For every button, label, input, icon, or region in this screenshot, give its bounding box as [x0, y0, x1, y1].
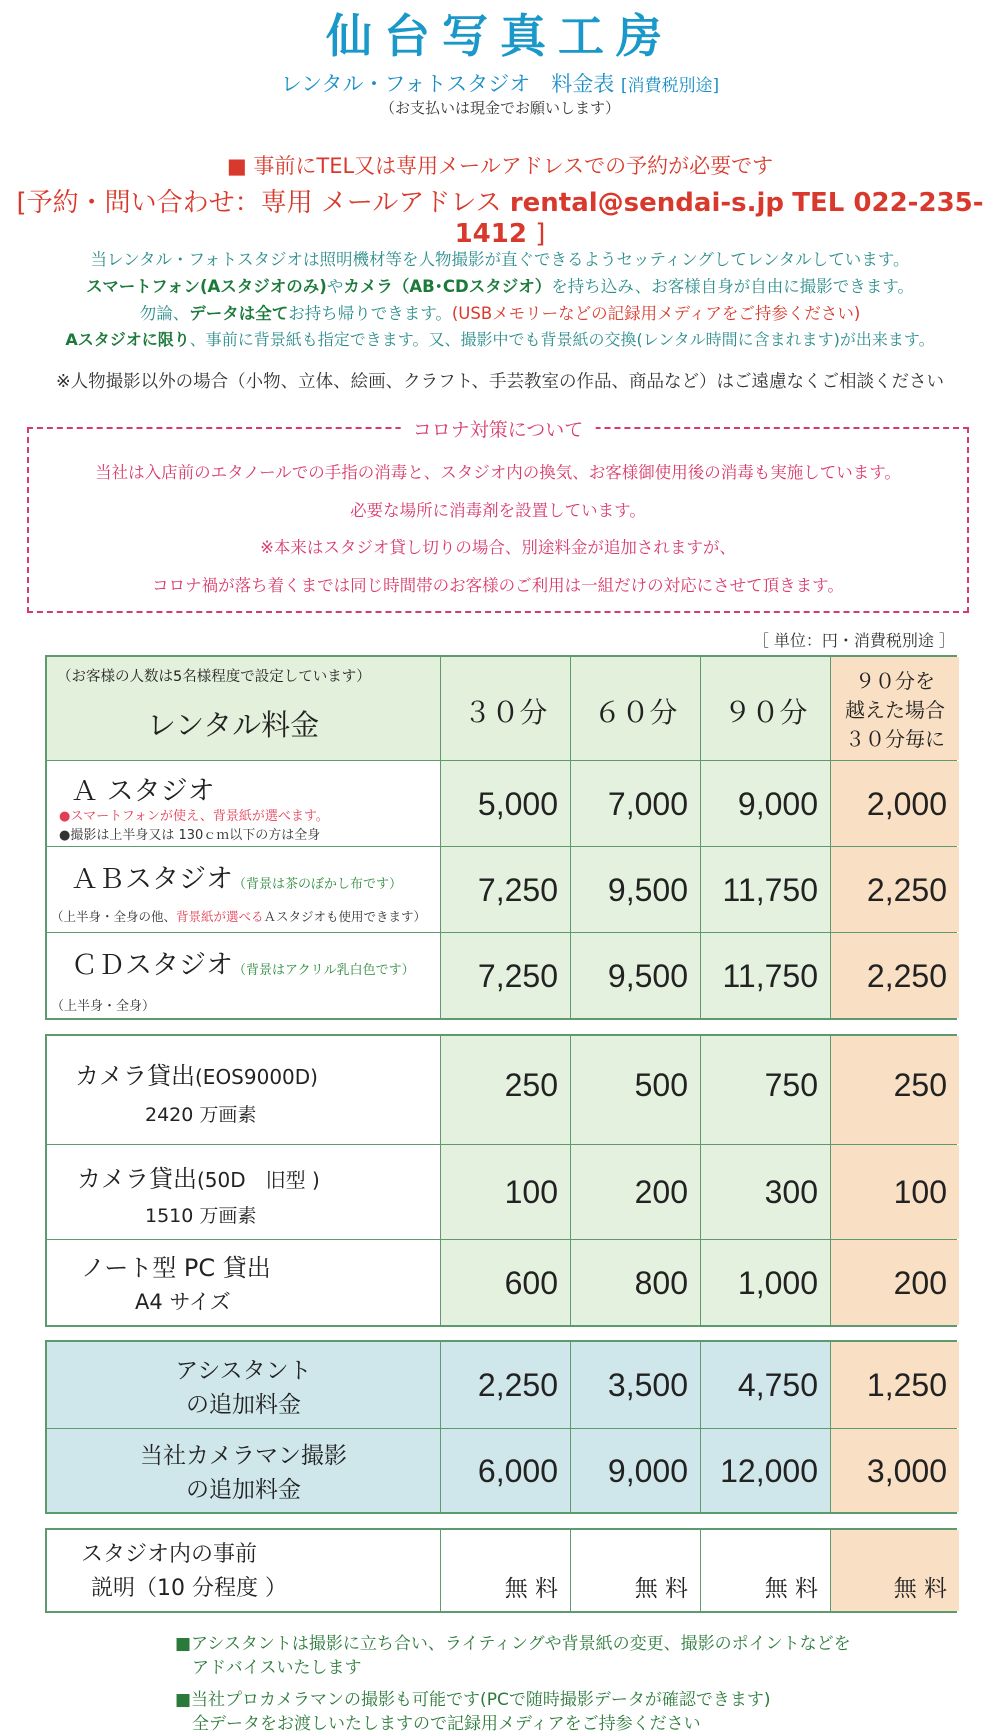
equip-2-spec: (50D 旧型 )	[197, 1168, 320, 1192]
extra-1-l2: の追加料金	[186, 1392, 301, 1418]
price-cell: 2,000	[830, 761, 959, 846]
row-label-cell	[47, 1342, 440, 1428]
price-cell: 100	[440, 1145, 570, 1239]
reservation-notice: ■ 事前にTEL又は専用メールアドレスでの予約が必要です	[226, 154, 774, 178]
header-col-90	[700, 657, 830, 760]
contact-suffix: ]	[535, 219, 546, 249]
desc-smartphone: スマートフォン(Aスタジオのみ)	[86, 277, 327, 296]
row-label-cell	[47, 761, 440, 846]
free-label: 無 料	[893, 1576, 947, 1602]
rental-table	[45, 655, 957, 1020]
row-label-cell	[47, 1240, 440, 1325]
price-cell: 3,000	[830, 1429, 959, 1512]
extra-2-l2: の追加料金	[186, 1477, 301, 1503]
price-cell: 9,500	[570, 933, 700, 1018]
contact-tel[interactable]: TEL 022-235-1412	[454, 188, 984, 249]
table-header-row	[47, 657, 955, 760]
table-row	[47, 932, 955, 1018]
price-cell: 600	[440, 1240, 570, 1325]
price-cell: 6,000	[440, 1429, 570, 1512]
footnote-1-l2: アドバイスいたします	[192, 1658, 362, 1678]
price-cell: 500	[570, 1036, 700, 1144]
explain-label	[81, 1538, 287, 1606]
header-col-60	[570, 657, 700, 760]
contact-email[interactable]: rental@sendai-s.jp	[509, 188, 785, 218]
subtitle-tax: [消費税別途]	[620, 76, 720, 96]
price-cell: 750	[700, 1036, 830, 1144]
desc-data-all: データは全て	[189, 304, 289, 323]
desc-camera: カメラ（AB･CDスタジオ）	[343, 277, 552, 296]
desc-line-3	[0, 300, 1000, 324]
footnote-1-l1: ■アシスタントは撮影に立ち合い、ライティングや背景紙の変更、撮影のポイントなどを	[175, 1634, 851, 1654]
desc-a-only: Aスタジオに限り	[65, 330, 190, 349]
price-cell	[440, 1530, 570, 1611]
extra-1-l1: アシスタント	[175, 1358, 312, 1384]
explain-table	[45, 1528, 957, 1613]
desc-text: や	[326, 277, 344, 296]
price-cell: 12,000	[700, 1429, 830, 1512]
desc-text: を持ち込み、お客様自身が自由に撮影できます。	[551, 277, 914, 296]
studio-ab-note-a: （上半身・全身の他、	[51, 909, 177, 924]
extra-2-l1: 当社カメラマン撮影	[140, 1443, 347, 1469]
free-label: 無 料	[634, 1576, 688, 1602]
table-row	[47, 1530, 955, 1611]
studio-cd-name: ＣＤスタジオ	[71, 950, 233, 981]
studio-ab-tag: （背景は茶のぼかし布です）	[233, 877, 403, 892]
covid-line-4: コロナ禍が落ち着くまでは同じ時間帯のお客様のご利用は一組だけの対応にさせて頂きます。	[152, 576, 844, 595]
price-cell: 3,500	[570, 1342, 700, 1428]
desc-line-4	[0, 327, 1000, 350]
covid-box	[27, 419, 969, 613]
extra-2-label	[47, 1439, 440, 1507]
price-cell	[570, 1530, 700, 1611]
covid-line-2: 必要な場所に消毒剤を設置しています。	[350, 501, 646, 520]
payment-note: （お支払いは現金でお願いします）	[379, 99, 620, 117]
price-cell: 9,000	[570, 1429, 700, 1512]
price-cell: 200	[830, 1240, 959, 1325]
free-label: 無 料	[504, 1576, 558, 1602]
price-cell: 7,250	[440, 847, 570, 932]
footnote-1	[175, 1632, 851, 1680]
desc-other-note: ※人物撮影以外の場合（小物、立体、絵画、クラフト、手芸教室の作品、商品など）はご遠慮なくご相談ください	[55, 372, 945, 392]
price-cell: 9,500	[570, 847, 700, 932]
desc-text: 、事前に背景紙も指定できます。又、撮影中でも背景紙の交換(レンタル時間に含まれます)が出来ます。	[189, 330, 935, 349]
free-label: 無 料	[764, 1576, 818, 1602]
row-label-cell	[47, 1036, 440, 1144]
equip-2-name: カメラ貸出	[77, 1165, 197, 1193]
desc-text: 勿論、	[139, 304, 190, 323]
row-label-cell	[47, 847, 440, 932]
studio-cd-note: （上半身・全身）	[51, 999, 156, 1014]
row-label-cell	[47, 1429, 440, 1512]
desc-line-1: 当レンタル・フォトスタジオは照明機材等を人物撮影が直ぐできるようセッティングしてレンタルしています。	[90, 250, 910, 269]
footnote-2-l1: ■当社プロカメラマンの撮影も可能です(PCで随時撮影データが確認できます)	[175, 1690, 771, 1710]
contact-prefix: [予約・問い合わせ：専用 メールアドレス	[16, 188, 502, 218]
studio-a-name: Ａ スタジオ	[71, 776, 215, 807]
equip-1-name-wrap	[75, 1056, 318, 1091]
desc-text: お持ち帰りできます。	[288, 304, 452, 323]
price-cell	[700, 1530, 830, 1611]
table-row	[47, 1036, 955, 1144]
price-cell: 11,750	[700, 847, 830, 932]
studio-cd-tag: （背景はアクリル乳白色です）	[233, 963, 415, 978]
price-cell: 200	[570, 1145, 700, 1239]
price-cell: 2,250	[440, 1342, 570, 1428]
row-label-cell	[47, 933, 440, 1018]
studio-ab-name: ＡＢスタジオ	[71, 864, 233, 895]
page-subtitle	[0, 68, 1000, 98]
equip-2-name-wrap	[77, 1159, 320, 1194]
price-cell: 1,000	[700, 1240, 830, 1325]
desc-line-5	[0, 368, 1000, 393]
studio-a-note-1: ●スマートフォンが使え、背景紙が選べます。	[59, 809, 329, 824]
row-label-cell	[47, 1530, 440, 1611]
studio-a-note-2: ●撮影は上半身又は 130ｃｍ以下の方は全身	[59, 828, 321, 843]
header-note: （お客様の人数は5名様程度で設定しています）	[57, 669, 371, 685]
desc-line-2	[0, 273, 1000, 297]
unit-note: ［ 単位：円・消費税別途 ］	[752, 631, 955, 650]
explain-l2: 説明（10 分程度 ）	[91, 1576, 287, 1601]
price-cell: 11,750	[700, 933, 830, 1018]
studio-ab-note-c: Ａスタジオも使用できます）	[263, 909, 427, 924]
covid-title: コロナ対策について	[401, 415, 596, 442]
price-cell: 4,750	[700, 1342, 830, 1428]
price-cell: 300	[700, 1145, 830, 1239]
covid-line-3: ※本来はスタジオ貸し切りの場合、別途料金が追加されますが、	[260, 538, 736, 557]
header-col-extra	[830, 657, 959, 760]
header-extra-l1: ９０分を	[855, 669, 935, 693]
table-row	[47, 1144, 955, 1239]
price-cell: 1,250	[830, 1342, 959, 1428]
row-label-cell	[47, 1145, 440, 1239]
price-cell: 2,250	[830, 847, 959, 932]
table-row	[47, 1428, 955, 1512]
footnote-2	[175, 1688, 770, 1736]
table-row	[47, 1342, 955, 1428]
covid-line-1: 当社は入店前のエタノールでの手指の消毒と、スタジオ内の換気、お客様御使用後の消毒も実施しています。	[95, 463, 901, 482]
equip-1-spec: (EOS9000D)	[195, 1065, 318, 1089]
equip-1-sub: 2420 万画素	[145, 1104, 257, 1126]
explain-l1: スタジオ内の事前	[81, 1542, 258, 1567]
price-cell	[830, 1530, 959, 1611]
header-col-30-label: ３０分	[463, 696, 548, 729]
price-cell: 250	[830, 1036, 959, 1144]
header-col-90-label: ９０分	[723, 696, 808, 729]
equip-2-sub: 1510 万画素	[145, 1205, 257, 1227]
studio-ab-note-b: 背景紙が選べる	[176, 909, 264, 924]
studio-ab-note	[51, 907, 426, 925]
table-row	[47, 1239, 955, 1325]
table-row	[47, 760, 955, 846]
header-extra-l2: 越えた場合	[845, 698, 945, 722]
price-cell: 9,000	[700, 761, 830, 846]
price-cell: 7,000	[570, 761, 700, 846]
header-col-extra-label	[831, 667, 959, 754]
page-title: 仙台写真工房	[326, 9, 674, 63]
header-col-30	[440, 657, 570, 760]
studio-cd-name-wrap	[71, 943, 415, 982]
subtitle-main: レンタル・フォトスタジオ 料金表	[280, 72, 615, 96]
extra-1-label	[47, 1354, 440, 1422]
price-cell: 100	[830, 1145, 959, 1239]
price-cell: 2,250	[830, 933, 959, 1018]
header-label-cell	[47, 657, 440, 760]
price-cell: 800	[570, 1240, 700, 1325]
equip-3-sub: A4 サイズ	[135, 1290, 231, 1314]
price-cell: 7,250	[440, 933, 570, 1018]
header-label: レンタル料金	[147, 708, 320, 742]
equip-3-name: ノート型 PC 貸出	[81, 1254, 271, 1282]
table-row	[47, 846, 955, 932]
desc-usb-note: (USBメモリーなどの記録用メディアをご持参ください)	[451, 304, 861, 323]
contact-line	[0, 182, 1000, 249]
equip-1-name: カメラ貸出	[75, 1062, 195, 1090]
extras-table	[45, 1340, 957, 1514]
footnote-2-l2: 全データをお渡しいたしますので記録用メディアをご持参ください	[192, 1714, 701, 1734]
header-extra-l3: ３０分毎に	[845, 727, 945, 751]
studio-ab-name-wrap	[71, 857, 402, 896]
price-cell: 5,000	[440, 761, 570, 846]
price-cell: 250	[440, 1036, 570, 1144]
equipment-table	[45, 1034, 957, 1327]
header-col-60-label: ６０分	[593, 696, 678, 729]
